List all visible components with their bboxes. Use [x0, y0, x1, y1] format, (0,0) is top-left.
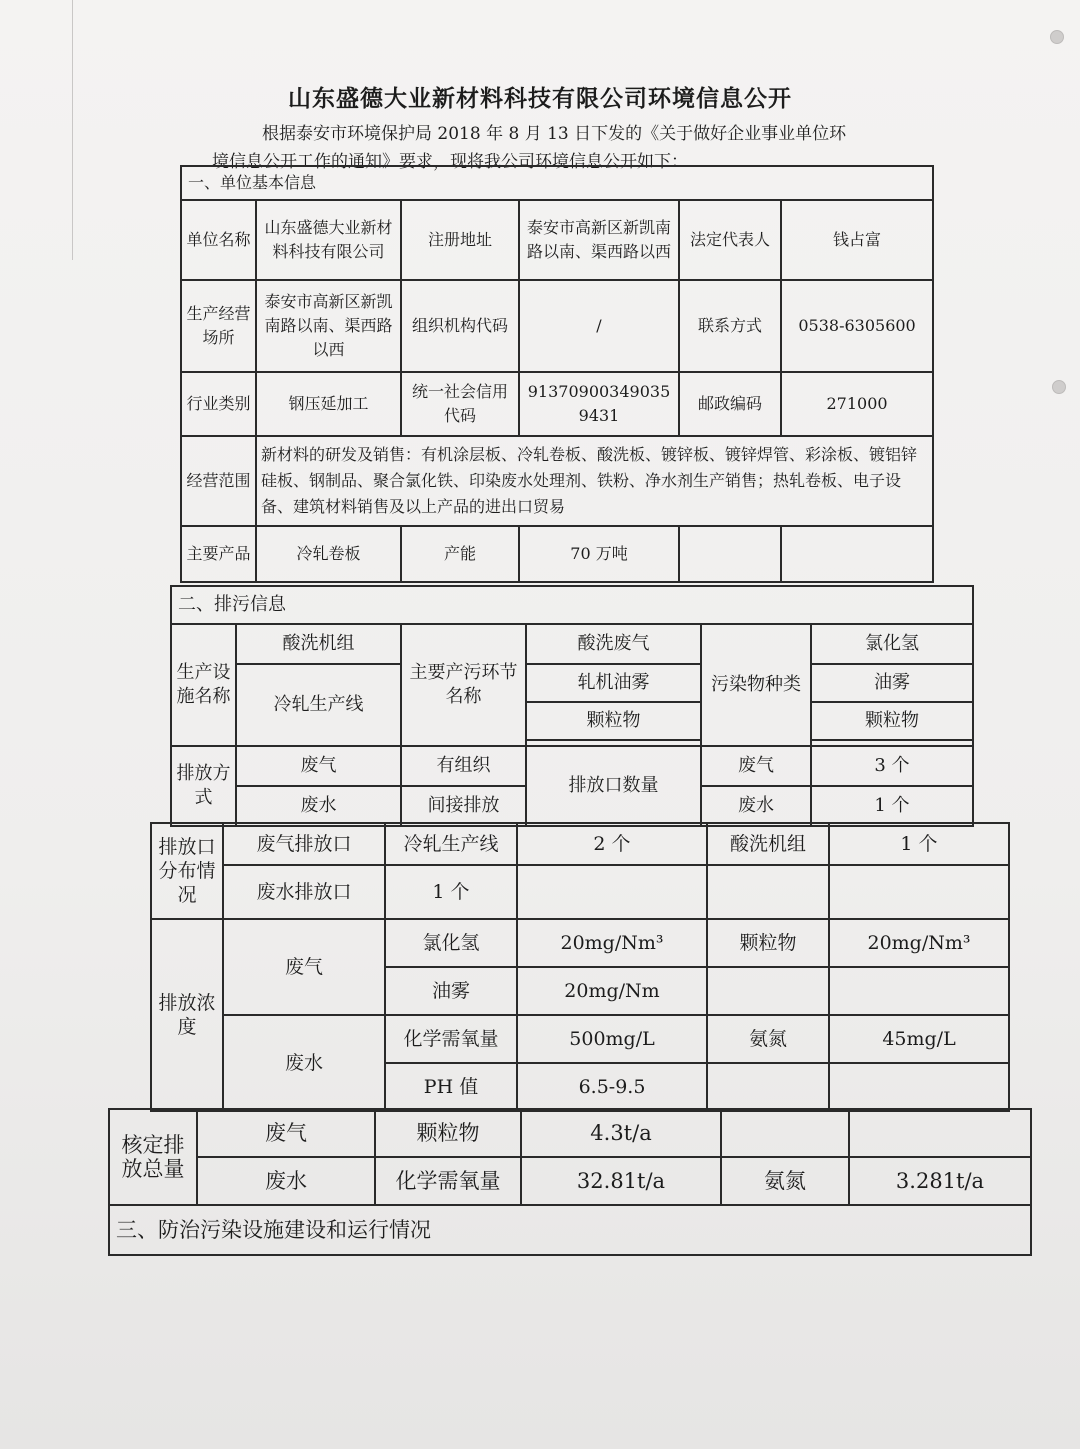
legal-rep-value: 钱占富: [781, 200, 933, 280]
process-label: 主要产污环节名称: [401, 624, 526, 746]
outlet-count-label: 排放口数量: [526, 746, 701, 826]
scope-value: 新材料的研发及销售：有机涂层板、冷轧卷板、酸洗板、镀锌板、镀锌焊管、彩涂板、镀铝锌硅板、钢制品、聚合氯化铁、印染废水处理剂、铁粉、净水剂生产销售；热轧卷板、电子设备、建筑材料销售及以上产品的进出口贸易: [256, 436, 933, 526]
empty-cell: [707, 967, 829, 1015]
capacity-value: 70 万吨: [519, 526, 679, 582]
punch-hole: [1052, 380, 1066, 394]
particulate-conc: 20mg/Nm³: [829, 919, 1009, 967]
oil-mist-name: 油雾: [385, 967, 517, 1015]
conc-water-type: 废水: [223, 1015, 385, 1111]
unit-name-label: 单位名称: [181, 200, 256, 280]
discharge-info-table: [170, 585, 974, 827]
document-title: 山东盛德大业新材料科技有限公司环境信息公开: [288, 86, 792, 112]
gas-outlet-count: 3 个: [811, 746, 973, 786]
total-cod-name: 化学需氧量: [375, 1157, 521, 1205]
water-outlet-value: 1 个: [385, 865, 517, 919]
scope-label: 经营范围: [181, 436, 256, 526]
total-particulate-value: 4.3t/a: [521, 1109, 721, 1157]
total-ammonia-value: 3.281t/a: [849, 1157, 1031, 1205]
water-outlet-count: 1 个: [811, 786, 973, 826]
process-item: 轧机油雾: [526, 664, 701, 702]
capacity-label: 产能: [401, 526, 519, 582]
empty-cell: [707, 1063, 829, 1111]
ph-name: PH 值: [385, 1063, 517, 1111]
gas-outlet-label: 废气排放口: [223, 823, 385, 865]
cod-name: 化学需氧量: [385, 1015, 517, 1063]
hcl-name: 氯化氢: [385, 919, 517, 967]
particulate-name: 颗粒物: [707, 919, 829, 967]
facility-label: 生产设施名称: [171, 624, 236, 746]
total-ammonia-name: 氨氮: [721, 1157, 849, 1205]
empty-cell: [829, 865, 1009, 919]
total-cod-value: 32.81t/a: [521, 1157, 721, 1205]
site-label: 生产经营场所: [181, 280, 256, 372]
ph-range: 6.5-9.5: [517, 1063, 707, 1111]
facility-item: 冷轧生产线: [236, 664, 401, 746]
pollutant-item: 颗粒物: [811, 702, 973, 740]
org-code-value: /: [519, 280, 679, 372]
postcode-value: 271000: [781, 372, 933, 436]
total-particulate-name: 颗粒物: [375, 1109, 521, 1157]
fold-crease: [72, 0, 73, 260]
org-code-label: 组织机构代码: [401, 280, 519, 372]
product-value: 冷轧卷板: [256, 526, 401, 582]
empty-cell: [707, 865, 829, 919]
total-label: 核定排放总量: [109, 1109, 197, 1205]
section-3-heading: 三、防治污染设施建设和运行情况: [109, 1205, 1031, 1255]
reg-addr-value: 泰安市高新区新凯南路以南、渠西路以西: [519, 200, 679, 280]
hcl-conc: 20mg/Nm³: [517, 919, 707, 967]
empty-cell: [829, 967, 1009, 1015]
conc-gas-type: 废气: [223, 919, 385, 1015]
product-label: 主要产品: [181, 526, 256, 582]
pickling-count: 1 个: [829, 823, 1009, 865]
empty-cell: [517, 865, 707, 919]
contact-value: 0538-6305600: [781, 280, 933, 372]
gas-method-value: 有组织: [401, 746, 526, 786]
basic-info-table: [180, 165, 934, 583]
water-outlet-type: 废水: [701, 786, 811, 826]
empty-cell: [679, 526, 781, 582]
conc-label: 排放浓度: [151, 919, 223, 1111]
facility-item: 酸洗机组: [236, 624, 401, 664]
water-outlet-label: 废水排放口: [223, 865, 385, 919]
pickling-name: 酸洗机组: [707, 823, 829, 865]
industry-value: 钢压延加工: [256, 372, 401, 436]
gas-outlet-type: 废气: [701, 746, 811, 786]
cod-conc: 500mg/L: [517, 1015, 707, 1063]
water-method-value: 间接排放: [401, 786, 526, 826]
total-gas-type: 废气: [197, 1109, 375, 1157]
process-item: 酸洗废气: [526, 624, 701, 664]
contact-label: 联系方式: [679, 280, 781, 372]
section-1-heading: 一、单位基本信息: [181, 166, 933, 200]
gas-method-type: 废气: [236, 746, 401, 786]
punch-hole: [1050, 30, 1064, 44]
oil-mist-conc: 20mg/Nm: [517, 967, 707, 1015]
total-emission-table: [108, 1108, 1032, 1256]
intro-line-2: 境信息公开工作的通知》要求，现将我公司环境信息公开如下：: [212, 152, 688, 172]
discharge-detail-table: [150, 822, 1010, 1112]
pollutant-item: 油雾: [811, 664, 973, 702]
total-water-type: 废水: [197, 1157, 375, 1205]
method-label: 排放方式: [171, 746, 236, 826]
postcode-label: 邮政编码: [679, 372, 781, 436]
legal-rep-label: 法定代表人: [679, 200, 781, 280]
intro-line-1: 根据泰安市环境保护局 2018 年 8 月 13 日下发的《关于做好企业事业单位环: [262, 124, 847, 144]
cold-line-count: 2 个: [517, 823, 707, 865]
pollutant-label: 污染物种类: [701, 624, 811, 746]
empty-cell: [829, 1063, 1009, 1111]
process-item: 颗粒物: [526, 702, 701, 740]
unit-name-value: 山东盛德大业新材料科技有限公司: [256, 200, 401, 280]
ammonia-conc: 45mg/L: [829, 1015, 1009, 1063]
dist-label: 排放口分布情况: [151, 823, 223, 919]
site-value: 泰安市高新区新凯南路以南、渠西路以西: [256, 280, 401, 372]
empty-cell: [721, 1109, 849, 1157]
cold-line-name: 冷轧生产线: [385, 823, 517, 865]
water-method-type: 废水: [236, 786, 401, 826]
empty-cell: [849, 1109, 1031, 1157]
credit-code-label: 统一社会信用代码: [401, 372, 519, 436]
credit-code-value: 913709003490359431: [519, 372, 679, 436]
reg-addr-label: 注册地址: [401, 200, 519, 280]
empty-cell: [781, 526, 933, 582]
section-2-heading: 二、排污信息: [171, 586, 973, 624]
pollutant-item: 氯化氢: [811, 624, 973, 664]
industry-label: 行业类别: [181, 372, 256, 436]
ammonia-name: 氨氮: [707, 1015, 829, 1063]
